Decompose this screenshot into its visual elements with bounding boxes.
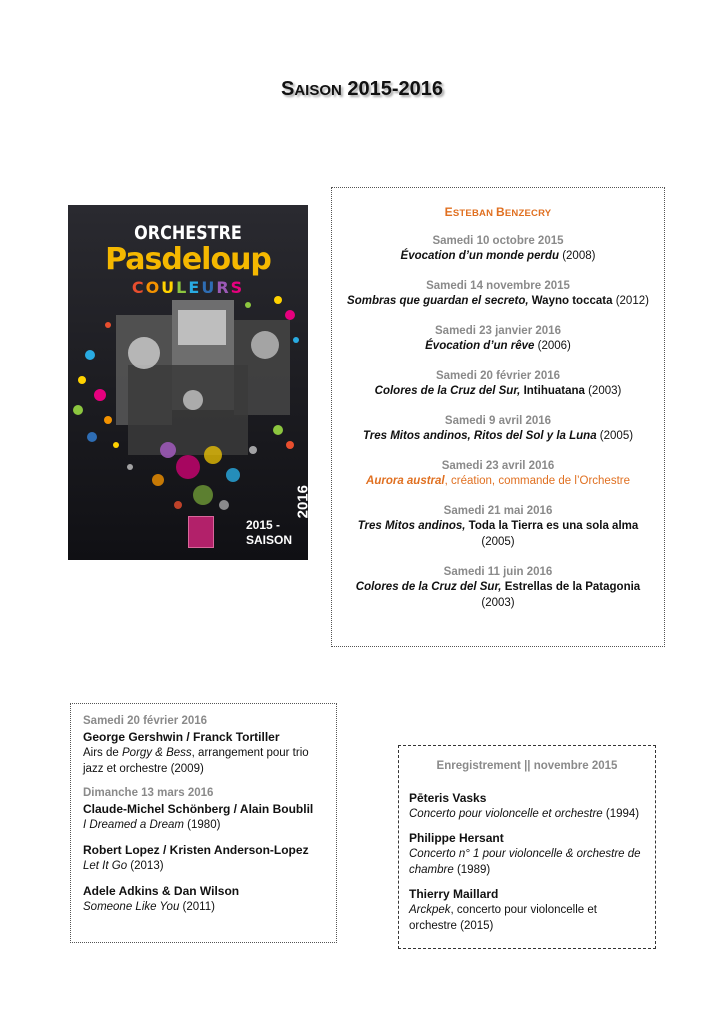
poster-season bbox=[246, 518, 292, 548]
concert-entry bbox=[332, 504, 664, 550]
concert-entry bbox=[332, 414, 664, 444]
work-year: (2005) bbox=[481, 536, 515, 548]
work-year: (2012) bbox=[612, 295, 649, 307]
benzecry-box bbox=[331, 187, 665, 647]
composer-heading bbox=[332, 205, 664, 219]
concert-date: Samedi 11 juin 2016 bbox=[443, 566, 553, 578]
work-year: (2005) bbox=[596, 430, 634, 442]
concerts-box bbox=[70, 703, 337, 943]
work-description bbox=[409, 806, 645, 822]
poster-letter: U bbox=[201, 278, 217, 297]
work-description bbox=[83, 817, 326, 833]
poster-season-line2: SAISON bbox=[246, 533, 293, 547]
composer-name: Pēteris Vasks bbox=[409, 791, 487, 805]
work-title: Concerto pour violoncelle et orchestre bbox=[409, 808, 603, 820]
work-text: , arrangement pour trio jazz et orchestre (2009) bbox=[83, 747, 309, 775]
title-first-letter: S bbox=[280, 78, 295, 100]
concert-entry-premiere bbox=[332, 459, 664, 489]
season-poster bbox=[68, 205, 311, 560]
concert-work bbox=[332, 518, 664, 550]
recording-box bbox=[398, 745, 656, 949]
concert-date: Samedi 23 avril 2016 bbox=[441, 460, 555, 472]
poster-letter: R bbox=[216, 278, 231, 297]
concert-work bbox=[332, 428, 664, 444]
concert-date: Samedi 23 janvier 2016 bbox=[435, 325, 561, 337]
composer-name: Robert Lopez / Kristen Anderson-Lopez bbox=[83, 843, 309, 857]
work-subtitle: Estrellas de la Patagonia bbox=[501, 581, 641, 593]
work-description bbox=[83, 899, 326, 915]
concert-work bbox=[332, 473, 664, 489]
work-title: Someone Like You bbox=[83, 901, 180, 913]
work-year: (2003) bbox=[481, 597, 515, 609]
poster-letter: L bbox=[176, 278, 189, 297]
work-title: Tres Mitos andinos, bbox=[357, 520, 466, 532]
work-text: Airs de bbox=[83, 747, 122, 759]
concert-entry bbox=[332, 369, 664, 399]
work-title: Colores de la Cruz del Sur, bbox=[355, 581, 502, 593]
concert-work bbox=[332, 293, 664, 309]
composer-name: Adele Adkins & Dan Wilson bbox=[83, 884, 240, 898]
work-subtitle: , création, commande de l’Orchestre bbox=[444, 475, 630, 487]
composer-name: Claude-Michel Schönberg / Alain Boublil bbox=[83, 802, 314, 816]
concert-entry bbox=[332, 565, 664, 611]
poster-letter: U bbox=[161, 278, 177, 297]
work-title: Colores de la Cruz del Sur, bbox=[374, 385, 521, 397]
heading-rest: STEBAN bbox=[452, 208, 496, 219]
work-subtitle: Wayno toccata bbox=[528, 295, 613, 307]
composer-name: George Gershwin / Franck Tortiller bbox=[83, 730, 280, 744]
work-title: I Dreamed a Dream bbox=[83, 819, 184, 831]
work-year: (2008) bbox=[559, 250, 596, 262]
work-title: Évocation d’un rêve bbox=[425, 340, 535, 352]
work-subtitle: Intihuatana bbox=[520, 385, 585, 397]
work-year: (1994) bbox=[602, 808, 640, 820]
concert-date: Samedi 20 février 2016 bbox=[83, 715, 208, 727]
work-title: Aurora austral bbox=[366, 475, 445, 487]
work-title: Sombras que guardan el secreto, bbox=[347, 295, 529, 307]
concert-work bbox=[332, 248, 664, 264]
work-subtitle: Toda la Tierra es una sola alma bbox=[465, 520, 639, 532]
work-title: Porgy & Bess bbox=[122, 747, 192, 759]
work-year: (1989) bbox=[453, 864, 491, 876]
concert-work bbox=[332, 579, 664, 611]
work-description bbox=[83, 745, 326, 777]
work-description bbox=[409, 846, 645, 878]
concert-date: Samedi 10 octobre 2015 bbox=[432, 235, 564, 247]
work-year: (2013) bbox=[127, 860, 164, 872]
poster-logo bbox=[188, 516, 214, 548]
poster-letter: C bbox=[131, 278, 146, 297]
title-years: 2015-2016 bbox=[341, 78, 444, 100]
concert-entry bbox=[332, 279, 664, 309]
concert-work bbox=[332, 383, 664, 399]
work-title: Évocation d’un monde perdu bbox=[400, 250, 559, 262]
title-rest: AISON bbox=[294, 82, 342, 99]
work-year: (1980) bbox=[183, 819, 221, 831]
work-title: Tres Mitos andinos, Ritos del Sol y la Luna bbox=[362, 430, 597, 442]
poster-letter: E bbox=[188, 278, 202, 297]
work-title: Concerto n° 1 pour violoncelle & orchestre de chambre bbox=[409, 848, 641, 876]
poster-season-line1: 2015 - bbox=[246, 518, 281, 532]
page-title bbox=[0, 78, 724, 101]
concert-date: Dimanche 13 mars 2016 bbox=[83, 787, 214, 799]
work-year: (2003) bbox=[584, 385, 622, 397]
poster-orchestre: ORCHESTRE bbox=[134, 221, 242, 244]
concert-date: Samedi 21 mai 2016 bbox=[443, 505, 553, 517]
poster-letter: S bbox=[230, 278, 245, 297]
concert-date: Samedi 20 février 2016 bbox=[435, 370, 561, 382]
poster-pasdeloup: Pasdeloup bbox=[105, 242, 271, 277]
work-description bbox=[409, 902, 645, 934]
work-year: (2011) bbox=[179, 901, 215, 913]
recording-heading: Enregistrement || novembre 2015 bbox=[436, 760, 618, 772]
work-year: (2006) bbox=[534, 340, 571, 352]
poster-couleurs bbox=[68, 278, 308, 297]
work-title: Let It Go bbox=[83, 860, 128, 872]
poster-year-vertical: 2016 bbox=[294, 485, 311, 519]
concert-work bbox=[332, 338, 664, 354]
composer-name: Thierry Maillard bbox=[409, 887, 499, 901]
work-text: , concerto pour violoncelle et orchestre (2015) bbox=[409, 904, 597, 932]
work-description bbox=[83, 858, 326, 874]
heading-rest: ENZECRY bbox=[504, 208, 552, 219]
heading-initial: E bbox=[444, 205, 453, 219]
poster-letter: O bbox=[145, 278, 162, 297]
concert-entry bbox=[332, 324, 664, 354]
concert-date: Samedi 14 novembre 2015 bbox=[426, 280, 570, 292]
concert-date: Samedi 9 avril 2016 bbox=[444, 415, 552, 427]
work-title: Arckpek bbox=[409, 904, 451, 916]
concert-entry bbox=[332, 234, 664, 264]
heading-initial: B bbox=[496, 205, 505, 219]
composer-name: Philippe Hersant bbox=[409, 831, 504, 845]
